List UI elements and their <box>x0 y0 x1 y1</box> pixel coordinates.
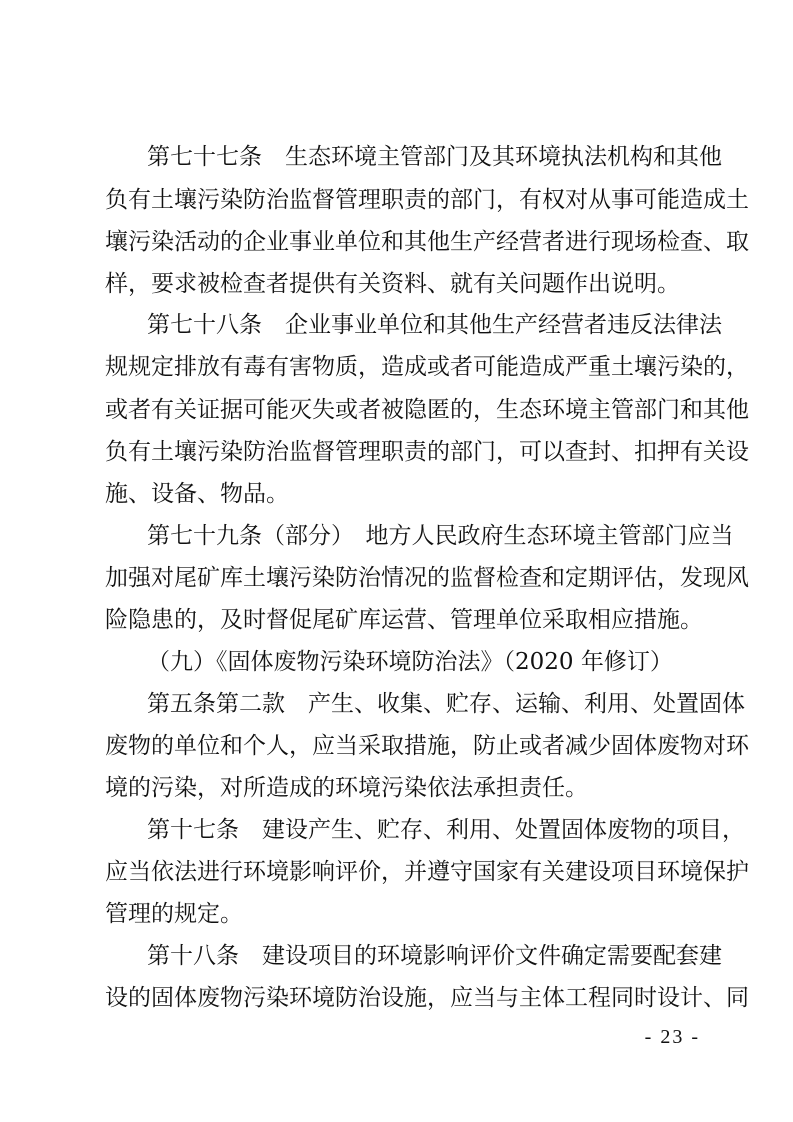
article-77-line-2: 负有土壤污染防治监督管理职责的部门，有权对从事可能造成土 <box>105 187 749 213</box>
article-79-line-2: 加强对尾矿库土壤污染防治情况的监督检查和定期评估，发现风 <box>105 565 749 591</box>
article-17-line-2: 应当依法进行环境影响评价，并遵守国家有关建设项目环境保护 <box>105 859 749 885</box>
article-5-line-1: 第五条第二款 产生、收集、贮存、运输、利用、处置固体 <box>147 691 745 717</box>
article-79-line-3: 险隐患的，及时督促尾矿库运营、管理单位采取相应措施。 <box>105 607 703 633</box>
page-number: - 23 - <box>644 1026 700 1048</box>
article-78-line-5: 施、设备、物品。 <box>105 481 289 507</box>
article-17-line-1: 第十七条 建设产生、贮存、利用、处置固体废物的项目， <box>147 817 745 843</box>
article-77-line-3: 壤污染活动的企业事业单位和其他生产经营者进行现场检查、取 <box>105 229 749 255</box>
article-77-line-1: 第七十七条 生态环境主管部门及其环境执法机构和其他 <box>147 144 722 170</box>
article-79-line-1: 第七十九条（部分） 地方人民政府生态环境主管部门应当 <box>147 523 734 549</box>
article-5-line-2: 废物的单位和个人，应当采取措施，防止或者减少固体废物对环 <box>105 733 749 759</box>
article-78-line-1: 第七十八条 企业事业单位和其他生产经营者违反法律法 <box>147 312 722 338</box>
article-18-line-1: 第十八条 建设项目的环境影响评价文件确定需要配套建 <box>147 943 722 969</box>
article-17-line-3: 管理的规定。 <box>105 901 243 927</box>
article-78-line-4: 负有土壤污染防治监督管理职责的部门，可以查封、扣押有关设 <box>105 439 749 465</box>
section-heading: （九）《固体废物污染环境防治法》（2020 年修订） <box>147 649 673 675</box>
article-77-line-4: 样，要求被检查者提供有关资料、就有关问题作出说明。 <box>105 271 680 297</box>
article-78-line-3: 或者有关证据可能灭失或者被隐匿的，生态环境主管部门和其他 <box>105 397 749 423</box>
article-78-line-2: 规规定排放有毒有害物质，造成或者可能造成严重土壤污染的， <box>105 354 749 380</box>
article-18-line-2: 设的固体废物污染环境防治设施，应当与主体工程同时设计、同 <box>105 985 749 1011</box>
article-5-line-3: 境的污染，对所造成的环境污染依法承担责任。 <box>105 775 588 801</box>
